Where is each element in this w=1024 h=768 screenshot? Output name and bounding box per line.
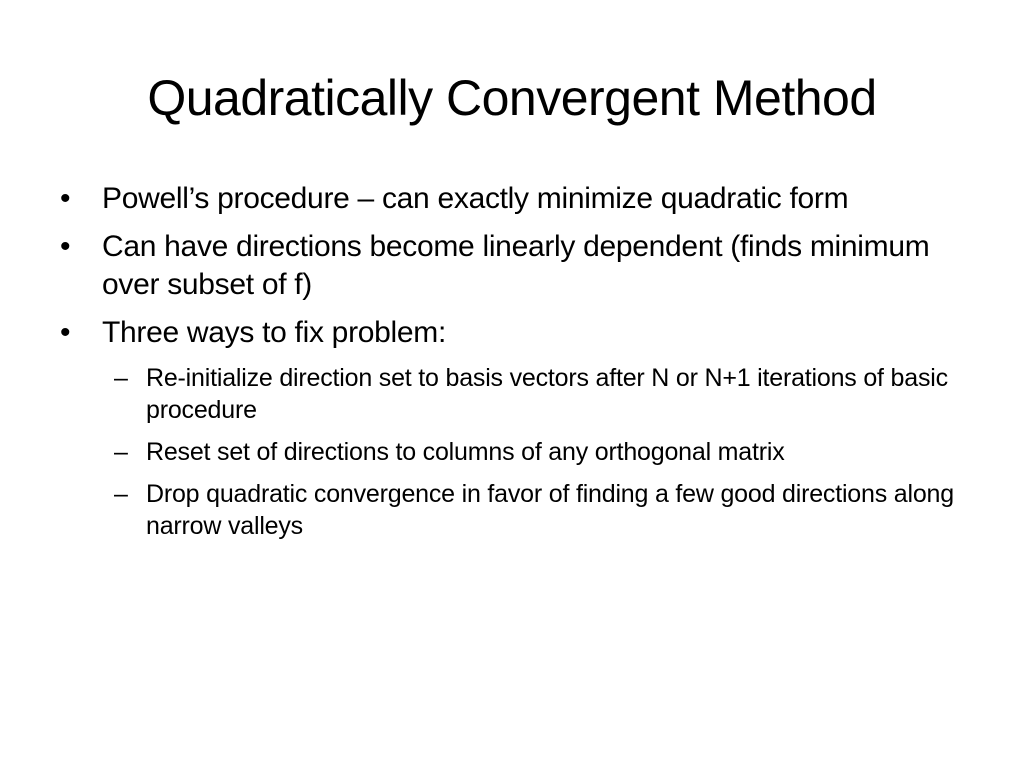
slide-content [60,180,960,552]
sub-bullet-marker: – [114,480,128,508]
slide-title: Quadratically Convergent Method [147,70,877,126]
sub-bullet-list [60,362,960,542]
bullet-item [60,180,960,218]
bullet-item [60,314,960,352]
bullet-text: Three ways to fix problem: [102,316,446,349]
sub-bullet-text: Re-initialize direction set to basis vectors after N or N+1 iterations of basic procedure [146,364,948,424]
sub-bullet-marker: – [114,438,128,466]
bullet-text: Can have directions become linearly dependent (finds minimum over subset of f) [102,230,930,301]
sub-bullet-item [60,362,960,426]
sub-bullet-item [60,436,960,468]
bullet-marker: • [60,182,71,215]
sub-bullet-text: Drop quadratic convergence in favor of finding a few good directions along narrow valleys [146,480,954,540]
sub-bullet-marker: – [114,364,128,392]
bullet-marker: • [60,230,71,263]
bullet-text: Powell’s procedure – can exactly minimize quadratic form [102,182,849,215]
sub-bullet-text: Reset set of directions to columns of any orthogonal matrix [146,438,785,466]
bullet-marker: • [60,316,71,349]
bullet-item [60,228,960,304]
sub-bullet-item [60,478,960,542]
